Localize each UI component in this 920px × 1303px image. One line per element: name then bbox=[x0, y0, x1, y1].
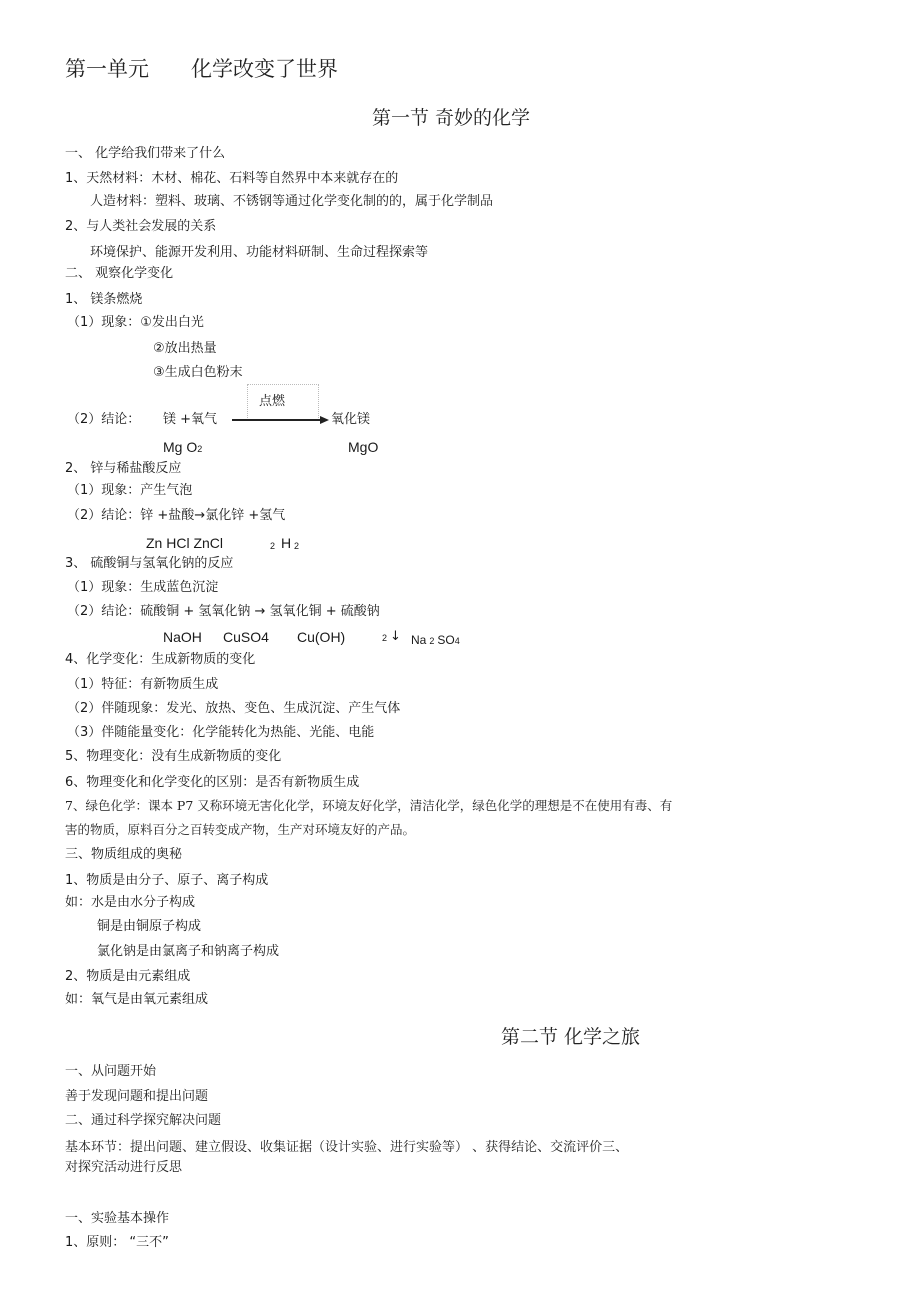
list-item: （1）现象：生成蓝色沉淀 bbox=[67, 580, 219, 595]
list-item: （2）伴随现象：发光、放热、变色、生成沉淀、产生气体 bbox=[67, 701, 401, 716]
part-heading: 一、 化学给我们带来了什么 bbox=[65, 146, 226, 161]
list-item: 1、物质是由分子、原子、离子构成 bbox=[65, 873, 269, 888]
list-item: 环境保护、能源开发利用、功能材料研制、生命过程探索等 bbox=[90, 245, 429, 260]
list-item: （1）现象：①发出白光 bbox=[67, 315, 204, 330]
precipitate-arrow-icon: ↓ bbox=[390, 629, 401, 644]
section-title-2: 第二节 化学之旅 bbox=[501, 1026, 641, 1048]
experiment-title: 3、 硫酸铜与氢氧化钠的反应 bbox=[65, 556, 234, 571]
list-item: 2、与人类社会发展的关系 bbox=[65, 219, 217, 234]
list-item: 如：水是由水分子构成 bbox=[65, 895, 196, 910]
list-item: （2）结论：硫酸铜 + 氢氧化钠 → 氢氧化铜 + 硫酸钠 bbox=[67, 604, 380, 619]
formula-subscript: 2 bbox=[270, 541, 276, 551]
list-item: 如：氧气是由氧元素组成 bbox=[65, 992, 209, 1007]
formula: Cu(OH) bbox=[297, 629, 346, 645]
formula: Mg O2 bbox=[163, 439, 203, 455]
unit-title: 第一单元 化学改变了世界 bbox=[65, 57, 338, 81]
list-item: 害的物质，原料百分之百转变成产物，生产对环境友好的产品。 bbox=[65, 822, 416, 837]
experiment-title: 2、 锌与稀盐酸反应 bbox=[65, 461, 182, 476]
list-item: 5、物理变化：没有生成新物质的变化 bbox=[65, 749, 282, 764]
list-item: （1）现象：产生气泡 bbox=[67, 483, 193, 498]
conclusion-label: （2）结论： bbox=[67, 412, 141, 427]
formula: H bbox=[281, 535, 292, 551]
part-heading: 三、物质组成的奥秘 bbox=[65, 847, 183, 862]
formula: Na 2 SO4 bbox=[411, 633, 460, 647]
reaction-arrow bbox=[232, 419, 322, 421]
list-item: ②放出热量 bbox=[153, 341, 217, 356]
list-item: 4、化学变化：生成新物质的变化 bbox=[65, 652, 256, 667]
formula-subscript: 2 bbox=[294, 541, 300, 551]
list-item: 7、绿色化学：课本 P7 又称环境无害化化学，环境友好化学，清洁化学，绿色化学的理想是不在使用有毒、有 bbox=[65, 798, 673, 813]
list-item: 1、天然材料：木材、棉花、石料等自然界中本来就存在的 bbox=[65, 171, 399, 186]
list-item: 善于发现问题和提出问题 bbox=[65, 1089, 209, 1104]
part-heading: 二、通过科学探究解决问题 bbox=[65, 1113, 222, 1128]
formula-subscript: 2 bbox=[382, 633, 388, 643]
list-item: 2、物质是由元素组成 bbox=[65, 969, 191, 984]
list-item: 铜是由铜原子构成 bbox=[97, 919, 202, 934]
list-item: （2）结论：锌 +盐酸→氯化锌 +氢气 bbox=[67, 508, 286, 523]
section-title-1: 第一节 奇妙的化学 bbox=[372, 107, 531, 129]
part-heading: 二、 观察化学变化 bbox=[65, 266, 174, 281]
experiment-title: 1、 镁条燃烧 bbox=[65, 292, 143, 307]
formula: Zn HCl ZnCl bbox=[146, 535, 224, 551]
list-item: 6、物理变化和化学变化的区别：是否有新物质生成 bbox=[65, 775, 360, 790]
product: 氧化镁 bbox=[331, 412, 371, 427]
formula: MgO bbox=[348, 439, 379, 455]
formula: CuSO4 bbox=[223, 629, 269, 645]
list-item: ③生成白色粉末 bbox=[153, 365, 243, 380]
list-item: 氯化钠是由氯离子和钠离子构成 bbox=[97, 944, 280, 959]
list-item: 对探究活动进行反思 bbox=[65, 1160, 183, 1175]
list-item: 1、原则： “三不” bbox=[65, 1235, 169, 1250]
part-heading: 一、实验基本操作 bbox=[65, 1211, 170, 1226]
reaction-condition: 点燃 bbox=[259, 394, 286, 409]
list-item: 基本环节：提出问题、建立假设、收集证据（设计实验、进行实验等） 、获得结论、交流评价三、 bbox=[65, 1140, 629, 1155]
part-heading: 一、从问题开始 bbox=[65, 1064, 157, 1079]
arrow-head-icon bbox=[320, 416, 329, 424]
formula: NaOH bbox=[163, 629, 202, 645]
list-item: 人造材料：塑料、玻璃、不锈钢等通过化学变化制的的，属于化学制品 bbox=[90, 194, 494, 209]
list-item: （1）特征：有新物质生成 bbox=[67, 677, 219, 692]
list-item: （3）伴随能量变化：化学能转化为热能、光能、电能 bbox=[67, 725, 375, 740]
reactants: 镁 +氧气 bbox=[163, 412, 218, 427]
